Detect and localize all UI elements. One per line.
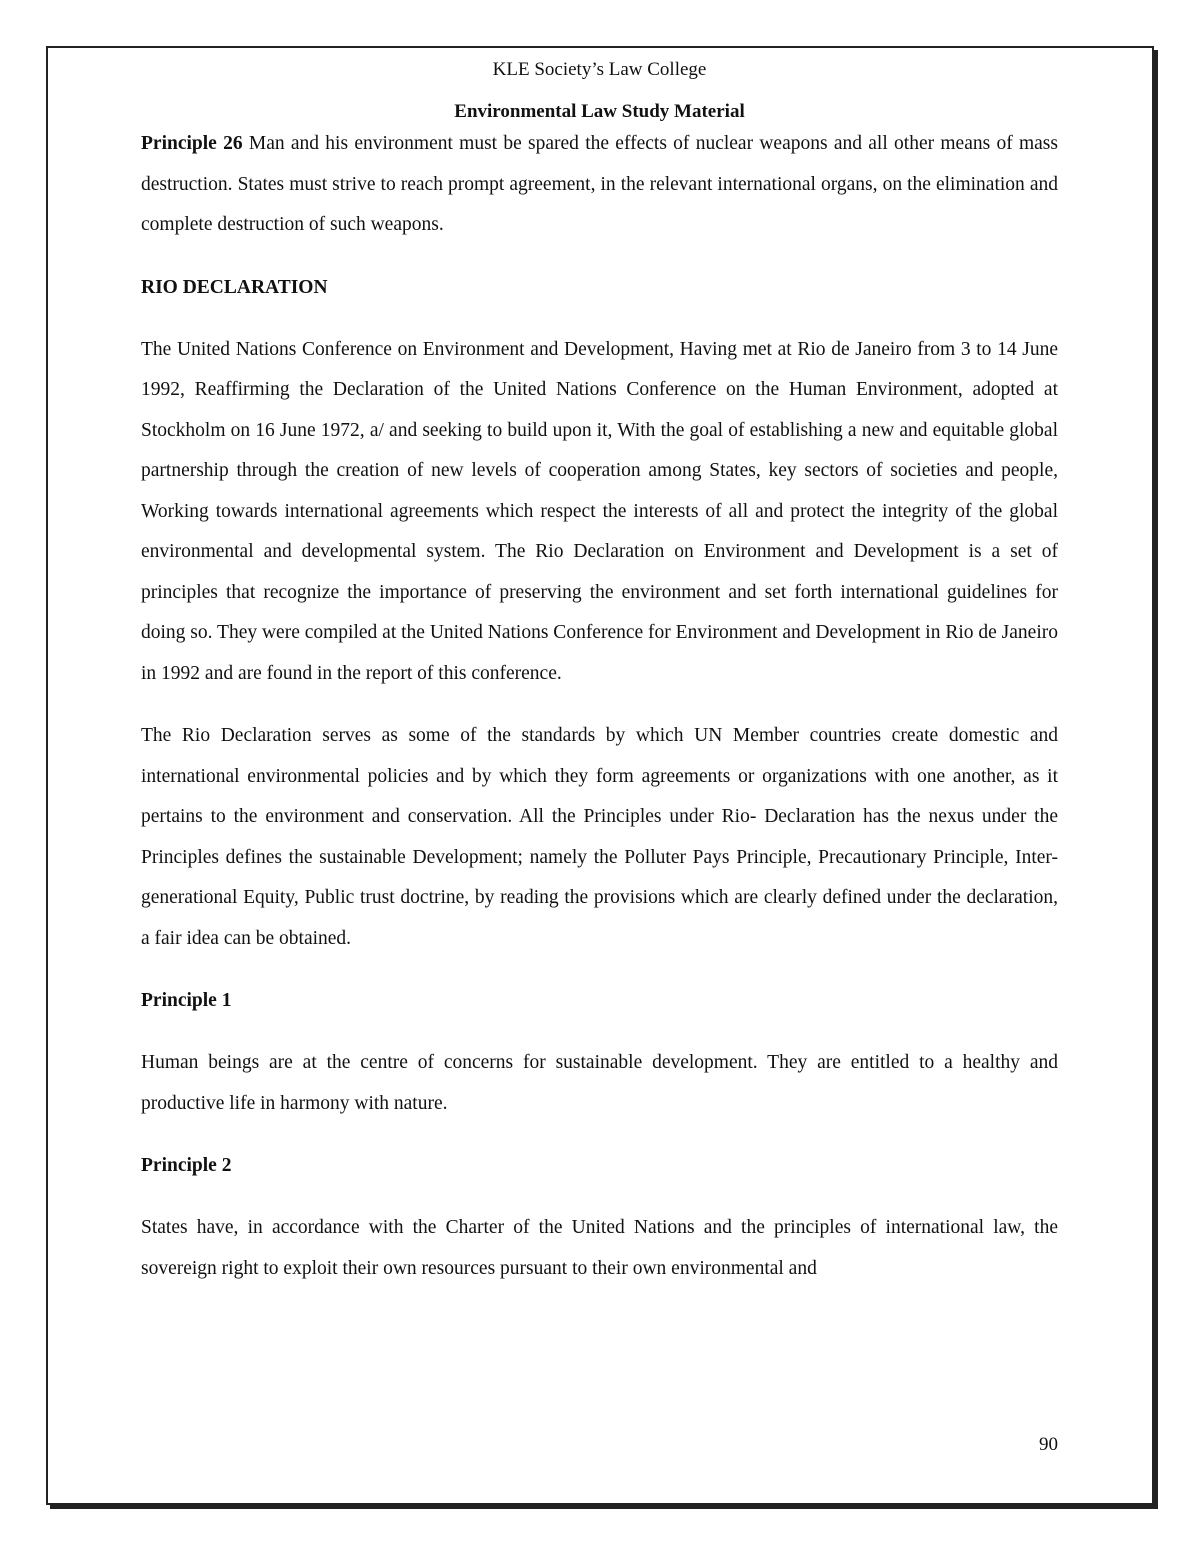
principle-26-text: Man and his environment must be spared the effects of nuclear weapons and all other means of mass destruction. States must strive to reach prompt agreement, in the relevant international organs, on the elimination and complete destruction of such weapons. (141, 133, 1058, 235)
principle-26-paragraph (141, 124, 1058, 246)
principle-1-heading: Principle 1 (141, 990, 232, 1011)
principle-2-text: States have, in accordance with the Charter of the United Nations and the principles of international law, the sovereign right to exploit their own resources pursuant to their own environmental and (141, 1217, 1058, 1279)
document-body (141, 56, 1058, 1289)
rio-paragraph-2: The Rio Declaration serves as some of the standards by which UN Member countries create domestic and international environmental policies and by which they form agreements or organizations with one another, as it pertains to the environment and conservation. All the Principles under Rio- Declaration has the nexus under the Principles defines the sustainable Development; namely the Polluter Pays Principle, Precautionary Principle, Inter- generational Equity, Public trust doctrine, by reading the provisions which are clearly defined under the declaration, a fair idea can be obtained. (141, 725, 1058, 949)
principle-1-text: Human beings are at the centre of concerns for sustainable development. They are entitled to a healthy and productive life in harmony with nature. (141, 1052, 1058, 1114)
principle-2-heading: Principle 2 (141, 1155, 232, 1176)
college-header: KLE Society’s Law College (492, 59, 707, 80)
page-number: 90 (1039, 1434, 1058, 1455)
principle-26-label: Principle 26 (141, 133, 243, 154)
rio-declaration-heading: RIO DECLARATION (141, 276, 328, 298)
rio-paragraph-1: The United Nations Conference on Environment and Development, Having met at Rio de Janeiro from 3 to 14 June 1992, Reaffirming the Declaration of the United Nations Conference on the Human Environment, adopted at Stockholm on 16 June 1972, a/ and seeking to build upon it, With the goal of establishing a new and equitable global partnership through the creation of new levels of cooperation among States, key sectors of societies and people, Working towards international agreements which respect the interests of all and protect the integrity of the global environmental and developmental system. The Rio Declaration on Environment and Development is a set of principles that recognize the importance of preserving the environment and set forth international guidelines for doing so. They were compiled at the United Nations Conference for Environment and Development in Rio de Janeiro in 1992 and are found in the report of this conference. (141, 338, 1058, 684)
document-title: Environmental Law Study Material (454, 101, 745, 122)
